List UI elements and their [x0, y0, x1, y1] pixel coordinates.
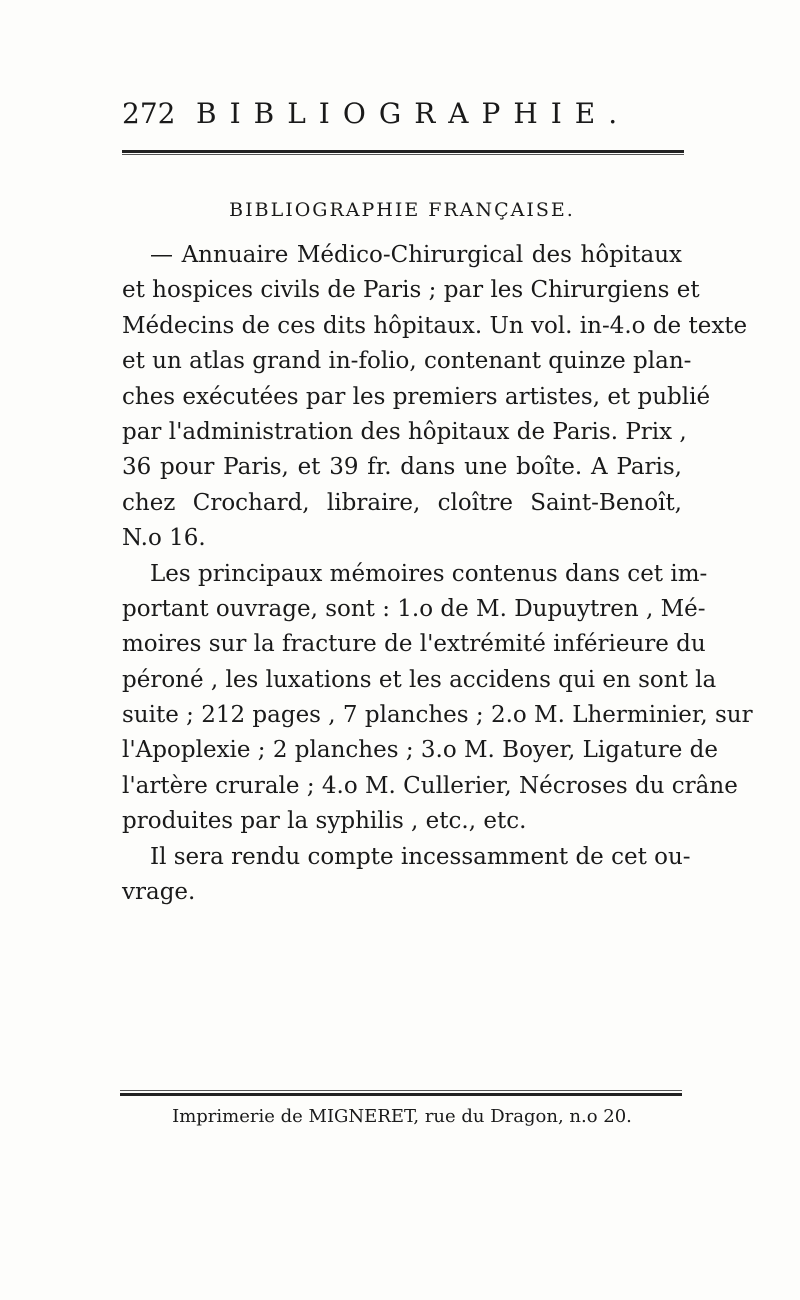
- text-line: produites par la syphilis , etc., etc.: [122, 808, 527, 835]
- text-line: péroné , les luxations et les accidens qui en sont la: [122, 666, 717, 693]
- text-line: ches exécutées par les premiers artistes, et publié: [122, 383, 711, 410]
- section-title: BIBLIOGRAPHIE FRANÇAISE.: [229, 199, 575, 221]
- header-rule: [122, 150, 684, 155]
- text-line: chez Crochard, libraire, cloître Saint-Benoît,: [122, 489, 682, 516]
- text-line: l'Apoplexie ; 2 planches ; 3.o M. Boyer, Ligature de: [122, 737, 718, 764]
- text-line: portant ouvrage, sont : 1.o de M. Dupuytren , Mé-: [122, 595, 706, 622]
- text-line: 36 pour Paris, et 39 fr. dans une boîte. A Paris,: [122, 454, 682, 481]
- page-number: 272: [122, 97, 176, 130]
- text-line: l'artère crurale ; 4.o M. Cullerier, Nécroses du crâne: [122, 772, 738, 799]
- text-line: N.o 16.: [122, 525, 206, 552]
- text-line: moires sur la fracture de l'extrémité inférieure du: [122, 631, 706, 658]
- printer-imprint: Imprimerie de MIGNERET, rue du Dragon, n.o 20.: [172, 1106, 632, 1127]
- text-line: par l'administration des hôpitaux de Paris. Prix ,: [122, 418, 687, 445]
- text-line: Il sera rendu compte incessamment de cet ou-: [150, 843, 691, 870]
- text-line: et un atlas grand in-folio, contenant quinze plan-: [122, 348, 692, 375]
- text-line: vrage.: [122, 879, 196, 906]
- body-text: [122, 238, 753, 910]
- running-head: [122, 96, 682, 136]
- running-title: BIBLIOGRAPHIE.: [196, 97, 631, 130]
- text-line: Les principaux mémoires contenus dans cet im-: [150, 560, 708, 587]
- text-line: Médecins de ces dits hôpitaux. Un vol. in-4.o de texte: [122, 312, 748, 339]
- text-line: suite ; 212 pages , 7 planches ; 2.o M. Lherminier, sur: [122, 702, 753, 729]
- text-line: et hospices civils de Paris ; par les Chirurgiens et: [122, 277, 700, 304]
- text-line: — Annuaire Médico-Chirurgical des hôpitaux: [150, 242, 682, 268]
- footer-rule: [120, 1090, 682, 1096]
